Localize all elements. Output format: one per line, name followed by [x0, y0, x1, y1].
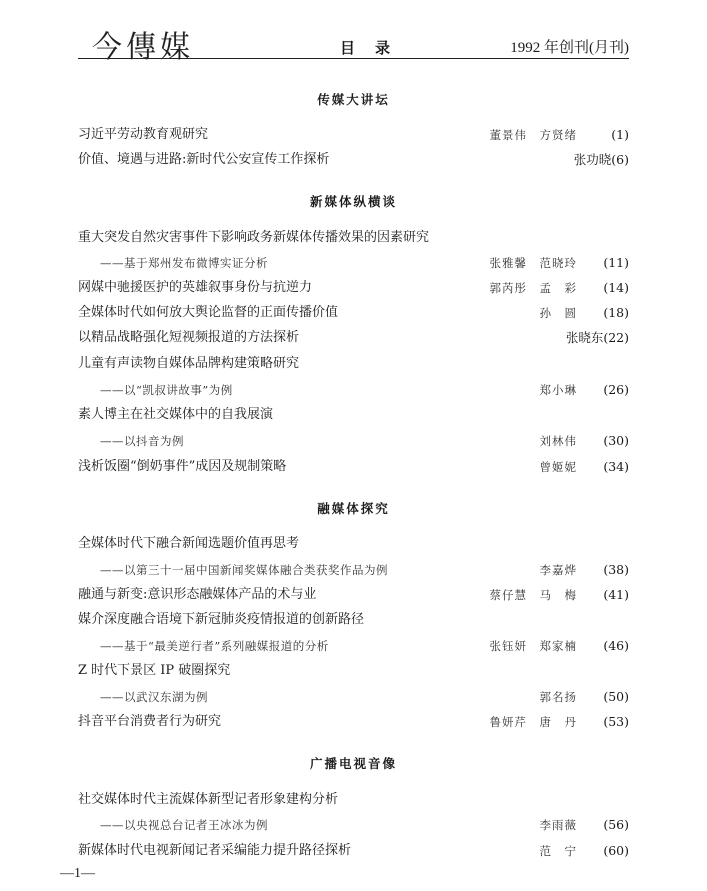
entry-authors: 范 宁 — [539, 844, 577, 858]
toc-entry-subtitle[interactable] — [78, 252, 629, 274]
toc-entry-subtitle[interactable] — [78, 814, 629, 836]
toc-entry[interactable] — [78, 609, 629, 631]
entry-page: (46) — [603, 638, 629, 653]
toc-entry-subtitle[interactable] — [78, 430, 629, 452]
toc-entry[interactable] — [78, 404, 629, 426]
toc-entry[interactable] — [78, 456, 629, 478]
entry-title: 价值、境遇与进路:新时代公安宣传工作探析 — [78, 152, 330, 167]
entry-title: 抖音平台消费者行为研究 — [78, 714, 222, 729]
entry-page: (1) — [611, 127, 629, 142]
entry-authors: 李雨薇 — [539, 818, 577, 832]
entry-page: (26) — [603, 382, 629, 397]
entry-title: 媒介深度融合语境下新冠肺炎疫情报道的创新路径 — [78, 612, 365, 627]
toc-entry-subtitle[interactable] — [78, 559, 629, 581]
toc-entry-subtitle[interactable] — [78, 379, 629, 401]
entry-title: 社交媒体时代主流媒体新型记者形象建构分析 — [78, 792, 339, 807]
entry-authors: 鲁妍芹 唐 丹 — [489, 715, 577, 729]
entry-title: 素人博主在社交媒体中的自我展演 — [78, 407, 274, 422]
entry-authors: 张钰妍 郑家楠 — [489, 639, 577, 653]
entry-title: ——以央视总台记者王冰冰为例 — [100, 818, 268, 832]
toc-entry[interactable] — [78, 711, 629, 733]
entry-title: 新媒体时代电视新闻记者采编能力提升路径探析 — [78, 843, 352, 858]
toc-entry[interactable] — [78, 840, 629, 862]
page-number: —1— — [60, 866, 95, 881]
toc-entry[interactable] — [78, 227, 629, 249]
toc-title-char-2: 录 — [375, 39, 391, 57]
masthead — [78, 22, 629, 65]
entry-title: 儿童有声读物自媒体品牌构建策略研究 — [78, 356, 300, 371]
section-title: 融媒体探究 — [317, 501, 390, 516]
entry-page: (60) — [603, 843, 629, 858]
entry-page: (50) — [603, 689, 629, 704]
entry-title: 浅析饭圈“倒奶事件”成因及规制策略 — [78, 459, 287, 474]
entry-title: ——以第三十一届中国新闻奖媒体融合类获奖作品为例 — [100, 563, 388, 577]
entry-title: ——基于郑州发布微博实证分析 — [100, 256, 268, 270]
toc-entry[interactable] — [78, 149, 629, 171]
entry-authors: 张雅馨 范晓玲 — [489, 256, 577, 270]
entry-authors: 刘林伟 — [539, 434, 577, 448]
entry-authors: 曾姬妮 — [539, 460, 577, 474]
entry-page: (11) — [603, 255, 629, 270]
entry-title: 全媒体时代如何放大舆论监督的正面传播价值 — [78, 305, 339, 320]
entry-authors: 郑小琳 — [539, 383, 577, 397]
entry-page: 张功晓(6) — [573, 152, 629, 167]
section-title: 新媒体纵横谈 — [309, 194, 397, 209]
entry-title: ——以“凯叔讲故事”为例 — [100, 383, 233, 397]
entry-title: 融通与新变:意识形态融媒体产品的术与业 — [78, 587, 317, 602]
toc-entry-subtitle[interactable] — [78, 635, 629, 657]
toc-entry[interactable] — [78, 302, 629, 324]
journal-logo: 今傳媒 — [92, 30, 194, 65]
toc-entry[interactable] — [78, 277, 629, 299]
entry-page: (34) — [603, 459, 629, 474]
toc-entry[interactable] — [78, 533, 629, 555]
entry-title: 习近平劳动教育观研究 — [78, 127, 209, 142]
toc-entry-subtitle[interactable] — [78, 686, 629, 708]
entry-authors: 孙 圆 — [539, 306, 577, 320]
entry-title: 以精品战略强化短视频报道的方法探析 — [78, 330, 300, 345]
entry-authors: 李嘉烨 — [539, 563, 577, 577]
entry-title: 网媒中驰援医护的英雄叙事身份与抗逆力 — [78, 280, 313, 295]
entry-page: (53) — [603, 714, 629, 729]
issue-info: 1992 年创刊(月刊) — [510, 40, 629, 56]
toc-entry[interactable] — [78, 660, 629, 682]
toc-entry[interactable] — [78, 353, 629, 375]
toc-entry[interactable] — [78, 789, 629, 811]
entry-page: (41) — [603, 587, 629, 602]
entry-page: (38) — [603, 562, 629, 577]
entry-title: ——基于“最美逆行者”系列融媒报道的分析 — [100, 639, 329, 653]
toc-entry[interactable] — [78, 584, 629, 606]
entry-authors: 郭芮彤 孟 彩 — [489, 281, 577, 295]
entry-authors: 董景伟 方贤绪 — [489, 128, 577, 142]
entry-page: (14) — [603, 280, 629, 295]
section-title: 传媒大讲坛 — [317, 92, 390, 107]
toc-entry[interactable] — [78, 124, 629, 146]
entry-page: (18) — [603, 305, 629, 320]
toc-title-char-1: 目 — [340, 39, 356, 57]
entry-title: 重大突发自然灾害事件下影响政务新媒体传播效果的因素研究 — [78, 230, 430, 245]
entry-authors: 郭名扬 — [539, 690, 577, 704]
toc-title — [340, 37, 390, 58]
entry-authors: 蔡仔慧 马 梅 — [489, 588, 577, 602]
entry-title: Z 时代下景区 IP 破圈探究 — [78, 663, 231, 678]
section-title: 广播电视音像 — [309, 756, 397, 771]
entry-page: 张晓东(22) — [565, 330, 629, 345]
toc-entry[interactable] — [78, 327, 629, 349]
entry-title: 全媒体时代下融合新闻选题价值再思考 — [78, 536, 300, 551]
entry-page: (56) — [603, 817, 629, 832]
entry-title: ——以抖音为例 — [100, 434, 184, 448]
entry-title: ——以武汉东湖为例 — [100, 690, 208, 704]
entry-page: (30) — [603, 433, 629, 448]
